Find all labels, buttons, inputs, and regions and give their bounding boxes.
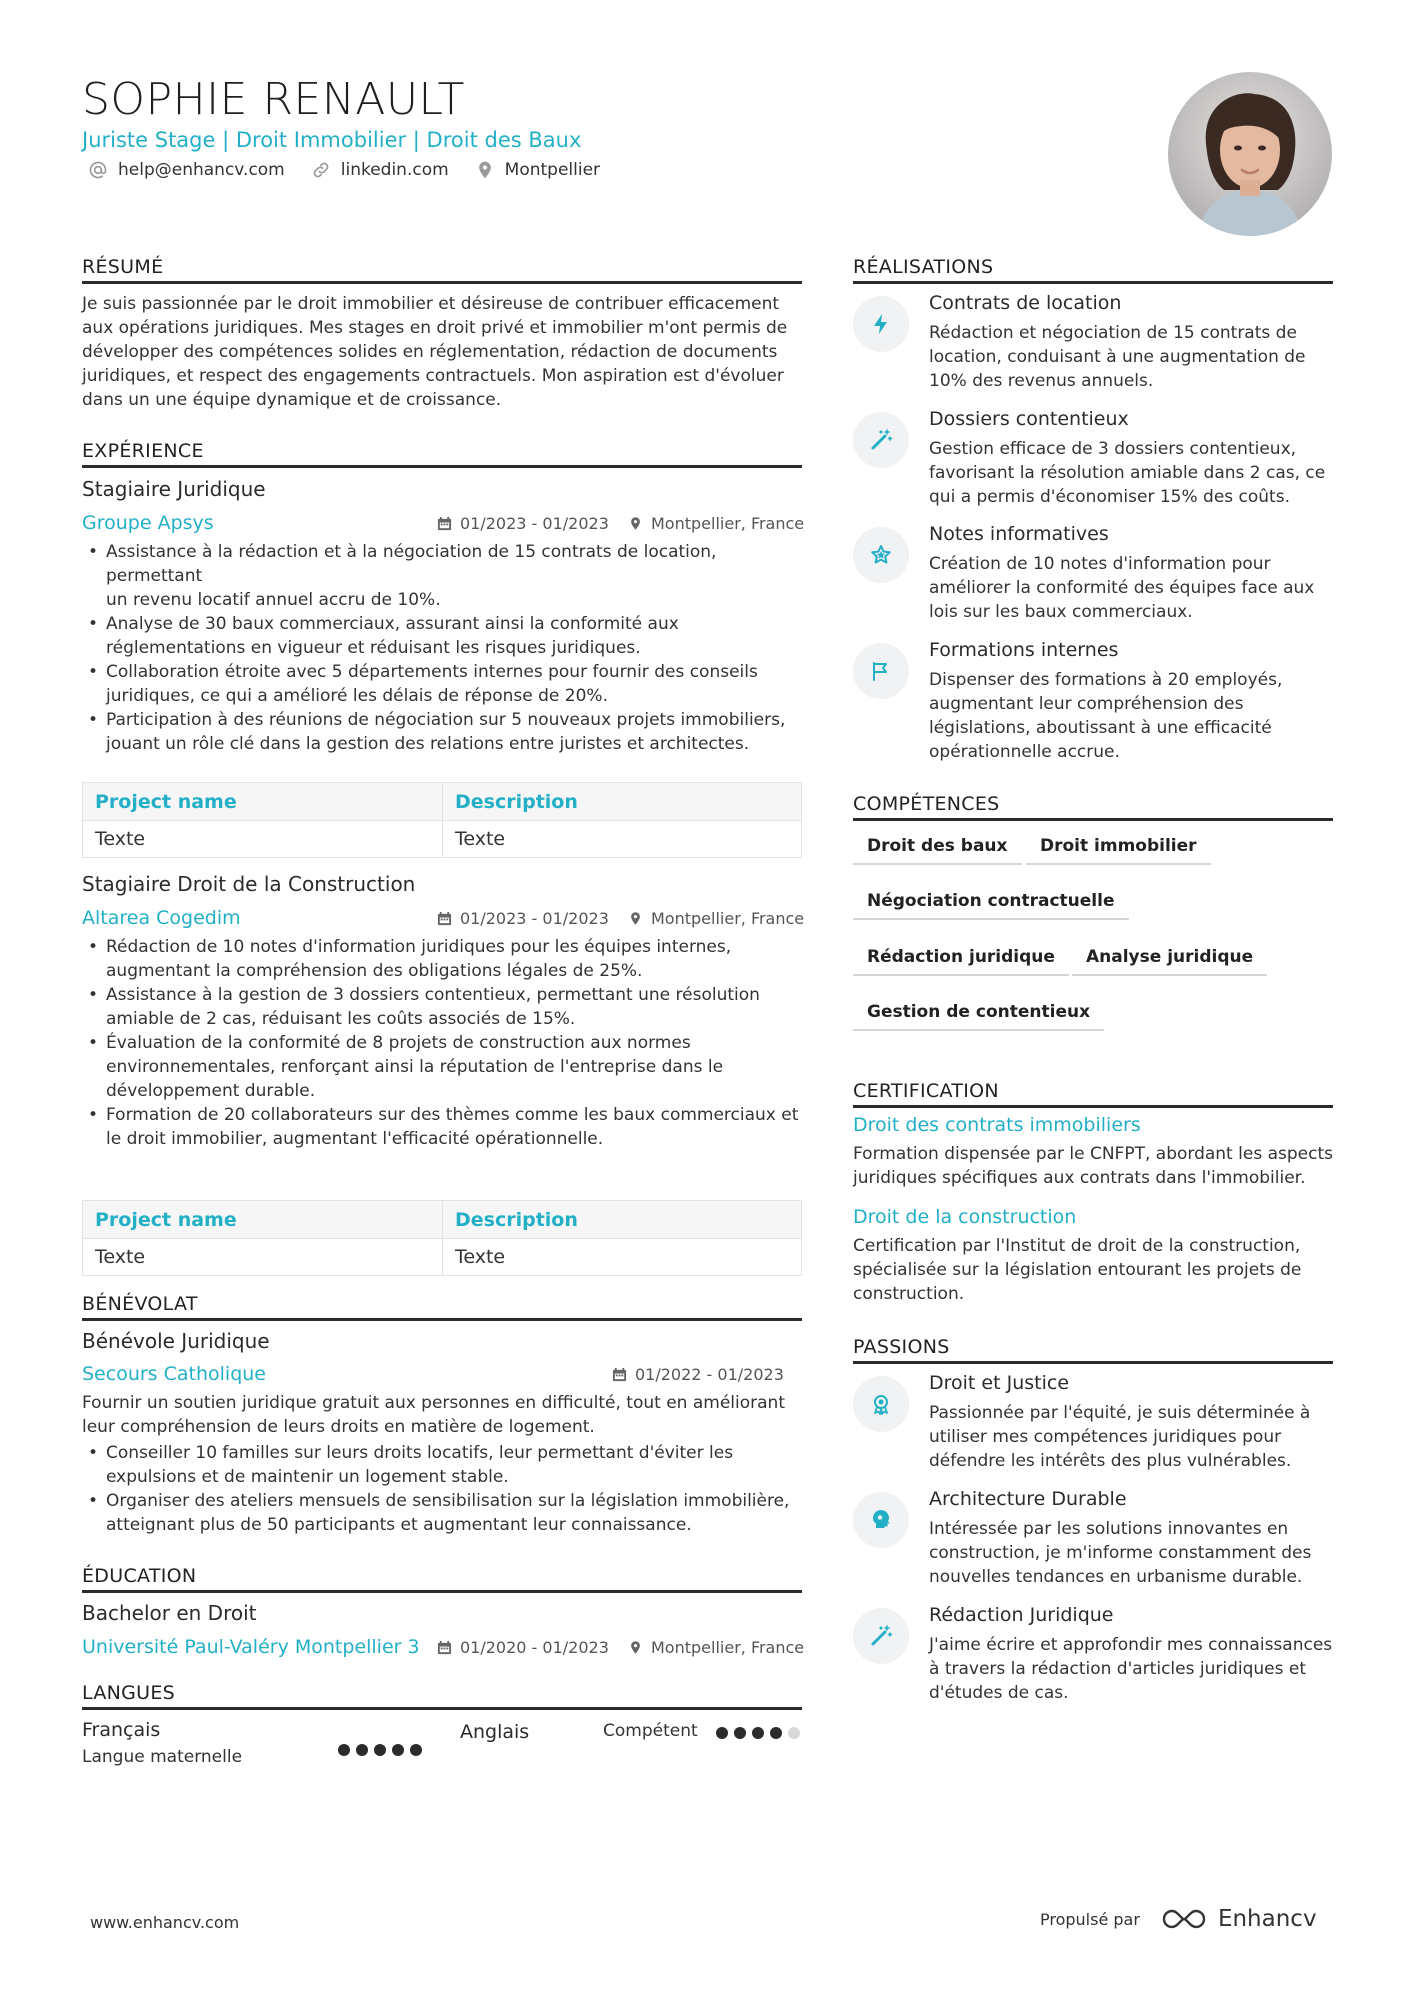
job-dates xyxy=(437,909,609,928)
summary-line: développer des compétences solides en réglementation, rédaction de documents xyxy=(82,342,778,362)
list-item: • Analyse de 30 baux commerciaux, assurant ainsi la conformité aux réglementations en vigueur et réduisant les risques juridiques. xyxy=(82,612,802,660)
job-company[interactable]: Groupe Apsys xyxy=(82,512,214,534)
footer-branding xyxy=(1040,1906,1317,1932)
certification-section-title: CERTIFICATION xyxy=(853,1080,999,1102)
calendar-icon xyxy=(612,1367,627,1382)
proficiency-dot xyxy=(392,1744,404,1756)
summary-divider xyxy=(82,281,802,284)
contact-bar xyxy=(88,160,600,180)
proficiency-dot xyxy=(356,1744,368,1756)
contact-location xyxy=(475,160,600,180)
star-icon xyxy=(869,543,893,567)
language-level: Compétent xyxy=(603,1721,698,1741)
table-header-cell: Project name xyxy=(95,1208,237,1231)
job-role: Stagiaire Droit de la Construction xyxy=(82,872,416,896)
education-section-title: ÉDUCATION xyxy=(82,1565,197,1587)
table-header-row xyxy=(83,1201,801,1239)
job-bullets xyxy=(82,540,802,756)
skill-tag: Gestion de contentieux xyxy=(853,995,1104,1031)
location-icon xyxy=(628,1640,643,1655)
calendar-icon xyxy=(437,1640,452,1655)
achievement-icon-wrap xyxy=(853,643,909,699)
achievement-item xyxy=(853,292,1333,396)
list-item: • Organiser des ateliers mensuels de sensibilisation sur la législation immobilière, atteignant plus de 50 participants et augmentant leur connaissance. xyxy=(82,1489,802,1537)
skill-tag: Droit des baux xyxy=(853,829,1022,865)
proficiency-dot xyxy=(716,1727,728,1739)
achievement-desc: Dispenser des formations à 20 employés, augmentant leur compréhension des législations, aboutissant à une efficacité opérationnelle accrue. xyxy=(929,670,1283,762)
powered-by-label: Propulsé par xyxy=(1040,1909,1140,1929)
job-role: Stagiaire Juridique xyxy=(82,477,266,501)
table-cell: Texte xyxy=(442,1239,801,1275)
achievement-icon-wrap xyxy=(853,412,909,468)
volunteer-role: Bénévole Juridique xyxy=(82,1329,270,1353)
list-item: • Rédaction de 10 notes d'information juridiques pour les équipes internes, augmentant la compréhension des obligations légales de 25%. xyxy=(82,935,802,983)
achievement-desc: Gestion efficace de 3 dossiers contentieux, favorisant la résolution amiable dans 2 cas, ce qui a permis d'économiser 15% des coûts. xyxy=(929,439,1326,507)
proficiency-dot xyxy=(734,1727,746,1739)
lightning-icon xyxy=(869,312,893,336)
job-dates-text: 01/2023 - 01/2023 xyxy=(460,909,609,928)
contact-location-text: Montpellier xyxy=(504,160,601,180)
certification-divider xyxy=(853,1105,1333,1108)
table-cell: Texte xyxy=(95,1246,146,1268)
skills-divider xyxy=(853,818,1333,821)
volunteer-bullets xyxy=(82,1441,802,1537)
passion-title: Architecture Durable xyxy=(929,1488,1127,1510)
achievement-title: Contrats de location xyxy=(929,292,1122,314)
achievement-title: Formations internes xyxy=(929,639,1119,661)
achievements-section-title: RÉALISATIONS xyxy=(853,256,994,278)
job-dates xyxy=(437,514,609,533)
achievement-icon-wrap xyxy=(853,296,909,352)
volunteer-dates-text: 01/2022 - 01/2023 xyxy=(635,1365,784,1384)
education-degree: Bachelor en Droit xyxy=(82,1601,257,1625)
passions-divider xyxy=(853,1361,1333,1364)
award-icon xyxy=(869,1392,893,1416)
magic-wand-icon xyxy=(869,1624,893,1648)
table-cell: Texte xyxy=(95,828,146,850)
proficiency-dot xyxy=(788,1727,800,1739)
calendar-icon xyxy=(437,911,452,926)
language-name: Français xyxy=(82,1719,161,1741)
passion-icon-wrap xyxy=(853,1492,909,1548)
volunteer-intro: Fournir un soutien juridique gratuit aux personnes en difficulté, tout en améliorant leur compréhension de leurs droits en matière de logement. xyxy=(82,1393,785,1437)
passion-icon-wrap xyxy=(853,1608,909,1664)
passion-icon-wrap xyxy=(853,1376,909,1432)
language-level: Langue maternelle xyxy=(82,1747,243,1767)
avatar xyxy=(1168,72,1332,236)
passion-title: Rédaction Juridique xyxy=(929,1604,1114,1626)
table-cell: Texte xyxy=(442,821,801,857)
education-location-text: Montpellier, France xyxy=(651,1638,805,1657)
experience-divider xyxy=(82,465,802,468)
list-item: • Évaluation de la conformité de 8 projets de construction aux normes environnementales, renforçant ainsi la réputation de l'entreprise dans le développement durable. xyxy=(82,1031,802,1103)
flag-icon xyxy=(869,659,893,683)
experience-section-title: EXPÉRIENCE xyxy=(82,440,204,462)
job-company[interactable]: Altarea Cogedim xyxy=(82,907,241,929)
summary-text xyxy=(82,292,802,412)
language-name: Anglais xyxy=(460,1721,530,1743)
summary-line: aux opérations juridiques. Mes stages en droit privé et immobilier m'ont permis de xyxy=(82,318,788,338)
contact-linkedin-text: linkedin.com xyxy=(340,160,449,180)
contact-email-text: help@enhancv.com xyxy=(118,160,285,180)
achievement-icon-wrap xyxy=(853,527,909,583)
brain-icon xyxy=(869,1508,893,1532)
education-location xyxy=(628,1638,804,1657)
achievement-item xyxy=(853,639,1333,767)
job-location-text: Montpellier, France xyxy=(651,514,805,533)
enhancv-logo[interactable] xyxy=(1160,1906,1317,1932)
job-location xyxy=(628,514,804,533)
contact-linkedin[interactable] xyxy=(311,160,449,180)
magic-wand-icon xyxy=(869,428,893,452)
table-row xyxy=(83,1239,801,1275)
achievement-title: Notes informatives xyxy=(929,523,1109,545)
passion-desc: Intéressée par les solutions innovantes en construction, je m'informe constamment des nouvelles tendances en urbanisme durable. xyxy=(929,1519,1312,1587)
certification-desc: Certification par l'Institut de droit de la construction, spécialisée sur la législation entourant les projets de construction. xyxy=(853,1236,1302,1304)
location-icon xyxy=(475,160,495,180)
list-item: • Formation de 20 collaborateurs sur des thèmes comme les baux commerciaux et le droit immobilier, augmentant l'efficacité opérationnelle. xyxy=(82,1103,802,1151)
achievement-title: Dossiers contentieux xyxy=(929,408,1129,430)
skill-tag: Négociation contractuelle xyxy=(853,884,1129,920)
volunteering-divider xyxy=(82,1318,802,1321)
certification-title: Droit de la construction xyxy=(853,1206,1077,1228)
project-table xyxy=(82,782,802,858)
job-location xyxy=(628,909,804,928)
table-row xyxy=(83,821,801,857)
passion-title: Droit et Justice xyxy=(929,1372,1070,1394)
certification-title: Droit des contrats immobiliers xyxy=(853,1114,1141,1136)
volunteer-org[interactable]: Secours Catholique xyxy=(82,1363,266,1385)
location-icon xyxy=(628,516,643,531)
proficiency-dot xyxy=(338,1744,350,1756)
proficiency-dot xyxy=(752,1727,764,1739)
list-item: • Participation à des réunions de négociation sur 5 nouveaux projets immobiliers, jouant un rôle clé dans la gestion des relations entre juristes et architectes. xyxy=(82,708,802,756)
proficiency-dot xyxy=(374,1744,386,1756)
proficiency-dot xyxy=(410,1744,422,1756)
education-dates-text: 01/2020 - 01/2023 xyxy=(460,1638,609,1657)
passions-section-title: PASSIONS xyxy=(853,1336,950,1358)
link-icon xyxy=(311,160,331,180)
project-table xyxy=(82,1200,802,1276)
education-divider xyxy=(82,1590,802,1593)
table-header-row xyxy=(83,783,801,821)
volunteer-dates xyxy=(612,1365,784,1384)
enhancv-brand-name: Enhancv xyxy=(1217,1906,1317,1932)
languages-divider xyxy=(82,1707,802,1710)
candidate-headline: Juriste Stage | Droit Immobilier | Droit des Baux xyxy=(82,128,582,152)
job-location-text: Montpellier, France xyxy=(651,909,805,928)
at-icon xyxy=(88,160,108,180)
list-item: • Assistance à la rédaction et à la négociation de 15 contrats de location, permettant un revenu locatif annuel accru de 10%. xyxy=(82,540,802,612)
skills-section-title: COMPÉTENCES xyxy=(853,793,1000,815)
skill-tag: Rédaction juridique xyxy=(853,940,1069,976)
achievement-desc: Création de 10 notes d'information pour améliorer la conformité des équipes face aux lois sur les baux commerciaux. xyxy=(929,554,1315,622)
languages-section-title: LANGUES xyxy=(82,1682,176,1704)
education-dates xyxy=(437,1638,609,1657)
job-bullets xyxy=(82,935,802,1151)
contact-email[interactable] xyxy=(88,160,285,180)
candidate-name: SOPHIE RENAULT xyxy=(82,74,465,125)
passion-desc: J'aime écrire et approfondir mes connaissances à travers la rédaction d'articles juridiques et d'études de cas. xyxy=(929,1635,1333,1703)
table-header-cell: Project name xyxy=(95,790,237,813)
education-school[interactable]: Université Paul-Valéry Montpellier 3 xyxy=(82,1636,420,1658)
job-dates-text: 01/2023 - 01/2023 xyxy=(460,514,609,533)
certification-desc: Formation dispensée par le CNFPT, abordant les aspects juridiques spécifiques aux contrats dans l'immobilier. xyxy=(853,1144,1333,1188)
skill-tag: Analyse juridique xyxy=(1072,940,1267,976)
list-item: • Assistance à la gestion de 3 dossiers contentieux, permettant une résolution amiable de 2 cas, réduisant les coûts associés de 15%. xyxy=(82,983,802,1031)
list-item: • Conseiller 10 familles sur leurs droits locatifs, leur permettant d'éviter les expulsions et de maintenir un logement stable. xyxy=(82,1441,802,1489)
summary-line: juridiques, et respect des engagements contractuels. Mon aspiration est d'évoluer xyxy=(82,366,784,386)
location-icon xyxy=(628,911,643,926)
language-proficiency-dots xyxy=(716,1727,800,1739)
enhancv-logo-icon xyxy=(1160,1906,1208,1932)
summary-section-title: RÉSUMÉ xyxy=(82,256,164,278)
achievement-desc: Rédaction et négociation de 15 contrats de location, conduisant à une augmentation de 10% des revenus annuels. xyxy=(929,323,1306,391)
list-item: • Collaboration étroite avec 5 départements internes pour fournir des conseils juridiques, ce qui a amélioré les délais de réponse de 20%. xyxy=(82,660,802,708)
passion-item xyxy=(853,1604,1333,1708)
summary-line: dans un une équipe dynamique et de croissance. xyxy=(82,390,502,410)
passion-item xyxy=(853,1372,1333,1476)
passion-desc: Passionnée par l'équité, je suis déterminée à utiliser mes compétences juridiques pour défendre les intérêts des plus vulnérables. xyxy=(929,1403,1311,1471)
passion-item xyxy=(853,1488,1333,1592)
summary-line: Je suis passionnée par le droit immobilier et désireuse de contribuer efficacement xyxy=(82,294,780,314)
calendar-icon xyxy=(437,516,452,531)
achievement-item xyxy=(853,523,1333,627)
table-header-cell: Description xyxy=(442,783,801,820)
table-header-cell: Description xyxy=(442,1201,801,1238)
skill-tag: Droit immobilier xyxy=(1026,829,1211,865)
achievement-item xyxy=(853,408,1333,512)
proficiency-dot xyxy=(770,1727,782,1739)
achievements-divider xyxy=(853,281,1333,284)
language-proficiency-dots xyxy=(338,1744,422,1756)
volunteering-section-title: BÉNÉVOLAT xyxy=(82,1293,198,1315)
footer-website[interactable]: www.enhancv.com xyxy=(90,1913,240,1932)
